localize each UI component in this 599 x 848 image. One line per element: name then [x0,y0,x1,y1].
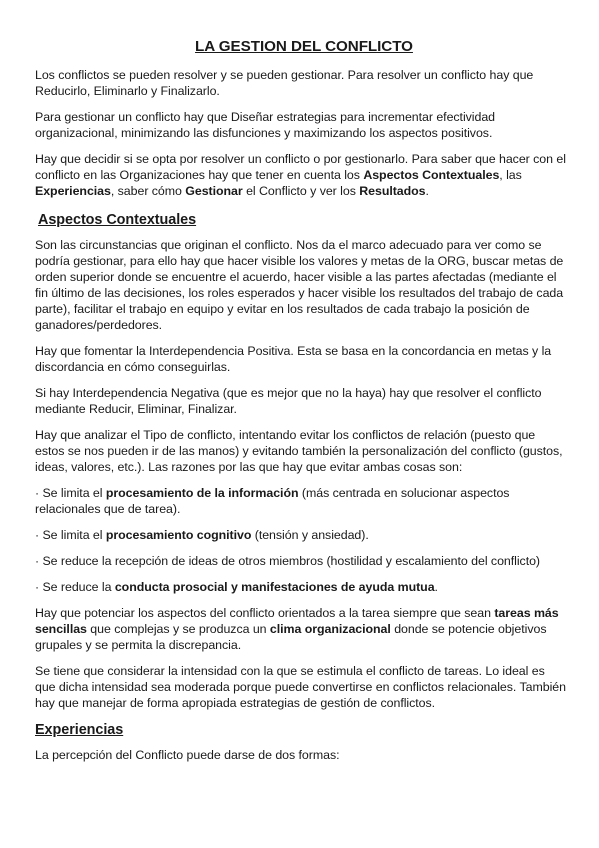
section1-paragraph-1: Son las circunstancias que originan el conflicto. Nos da el marco adecuado para ver como se podría gestionar, para ello hay que hacer visible los valores y metas de la ORG, buscar metas de orden superior donde se encuentre el acuerdo, hacer visible a las partes afectadas (mediante el fin último de las decisiones, los roles esperados y hacer visible los resultados del trabajo de cada parte), facilitar el trabajo en equipo y evitar en los resultados de cada trabajo la posición de ganadores/perdedores. [35,238,564,332]
intro-paragraph-1: Los conflictos se pueden resolver y se pueden gestionar. Para resolver un conflicto hay que Reducirlo, Eliminarlo y Finalizarlo. [35,68,534,98]
bold-term: conducta prosocial y manifestaciones de ayuda mutua [114,580,435,594]
section1-paragraph-2: Hay que fomentar la Interdependencia Positiva. Esta se basa en la concordancia en metas y la discordancia en cómo conseguirlas. [35,344,552,374]
section-heading-experiencias: Experiencias [35,722,124,738]
page-title: LA GESTION DEL CONFLICTO [195,38,413,55]
bold-term: Gestionar [185,184,243,198]
bullet-item-4 [35,579,567,595]
text-run: (más centrada en solucionar aspectos relacionales que de tarea). [35,486,510,516]
section2-paragraph-1: La percepción del Conflicto puede darse de dos formas: [35,748,340,762]
text-run: , saber cómo [110,184,186,198]
bold-term: Resultados [359,184,426,198]
bold-term: tareas más sencillas [35,606,559,636]
bold-term: clima organizacional [269,622,391,636]
text-run: que complejas y se produzca un [86,622,270,636]
text-run: Hay que potenciar los aspectos del conflicto orientados a la tarea siempre que sean [35,606,495,620]
text-run: el Conflicto y ver los [242,184,360,198]
text-run: · Se reduce la [35,580,115,594]
document-page [35,0,567,773]
bold-term: Experiencias [35,184,111,198]
text-run: (tensión y ansiedad). [251,528,369,542]
bullet-item-3: · Se reduce la recepción de ideas de otros miembros (hostilidad y escalamiento del conflicto) [35,554,541,568]
bold-term: procesamiento cognitivo [105,528,252,542]
section1-paragraph-4: Hay que analizar el Tipo de conflicto, intentando evitar los conflictos de relación (puesto que estos se nos pueden ir de las manos) y evitando también la personalización del conflicto (gustos, ideas, valores, etc.). Las razones por las que hay que evitar ambas cosas son: [35,428,563,474]
text-run: donde se potencie objetivos grupales y se permita la discrepancia. [35,622,547,652]
intro-paragraph-3 [35,151,567,199]
text-run: , las [499,168,522,182]
bold-term: Aspectos Contextuales [363,168,500,182]
text-run: · Se limita el [35,486,106,500]
bold-term: procesamiento de la información [105,486,299,500]
section1-paragraph-6: Se tiene que considerar la intensidad con la que se estimula el conflicto de tareas. Lo ideal es que dicha intensidad sea moderada porque puede convertirse en conflictos relacionales. También hay que manejar de forma apropiada estrategias de gestión de conflictos. [35,664,566,710]
section-heading-aspectos-contextuales: Aspectos Contextuales [38,212,197,228]
bullet-item-2 [35,527,567,543]
intro-paragraph-2: Para gestionar un conflicto hay que Diseñar estrategias para incrementar efectividad organizacional, minimizando las disfunciones y maximizando los aspectos positivos. [35,110,496,140]
section1-paragraph-5 [35,605,567,653]
text-run: Hay que decidir si se opta por resolver un conflicto o por gestionarlo. Para saber que hacer con el conflicto en las Organizaciones hay que tener en cuenta los [35,152,566,182]
text-run: . [434,580,438,594]
text-run: · Se limita el [35,528,106,542]
section1-paragraph-3: Si hay Interdependencia Negativa (que es mejor que no la haya) hay que resolver el conflicto mediante Reducir, Eliminar, Finalizar. [35,386,542,416]
bullet-item-1 [35,485,567,517]
text-run: . [425,184,429,198]
